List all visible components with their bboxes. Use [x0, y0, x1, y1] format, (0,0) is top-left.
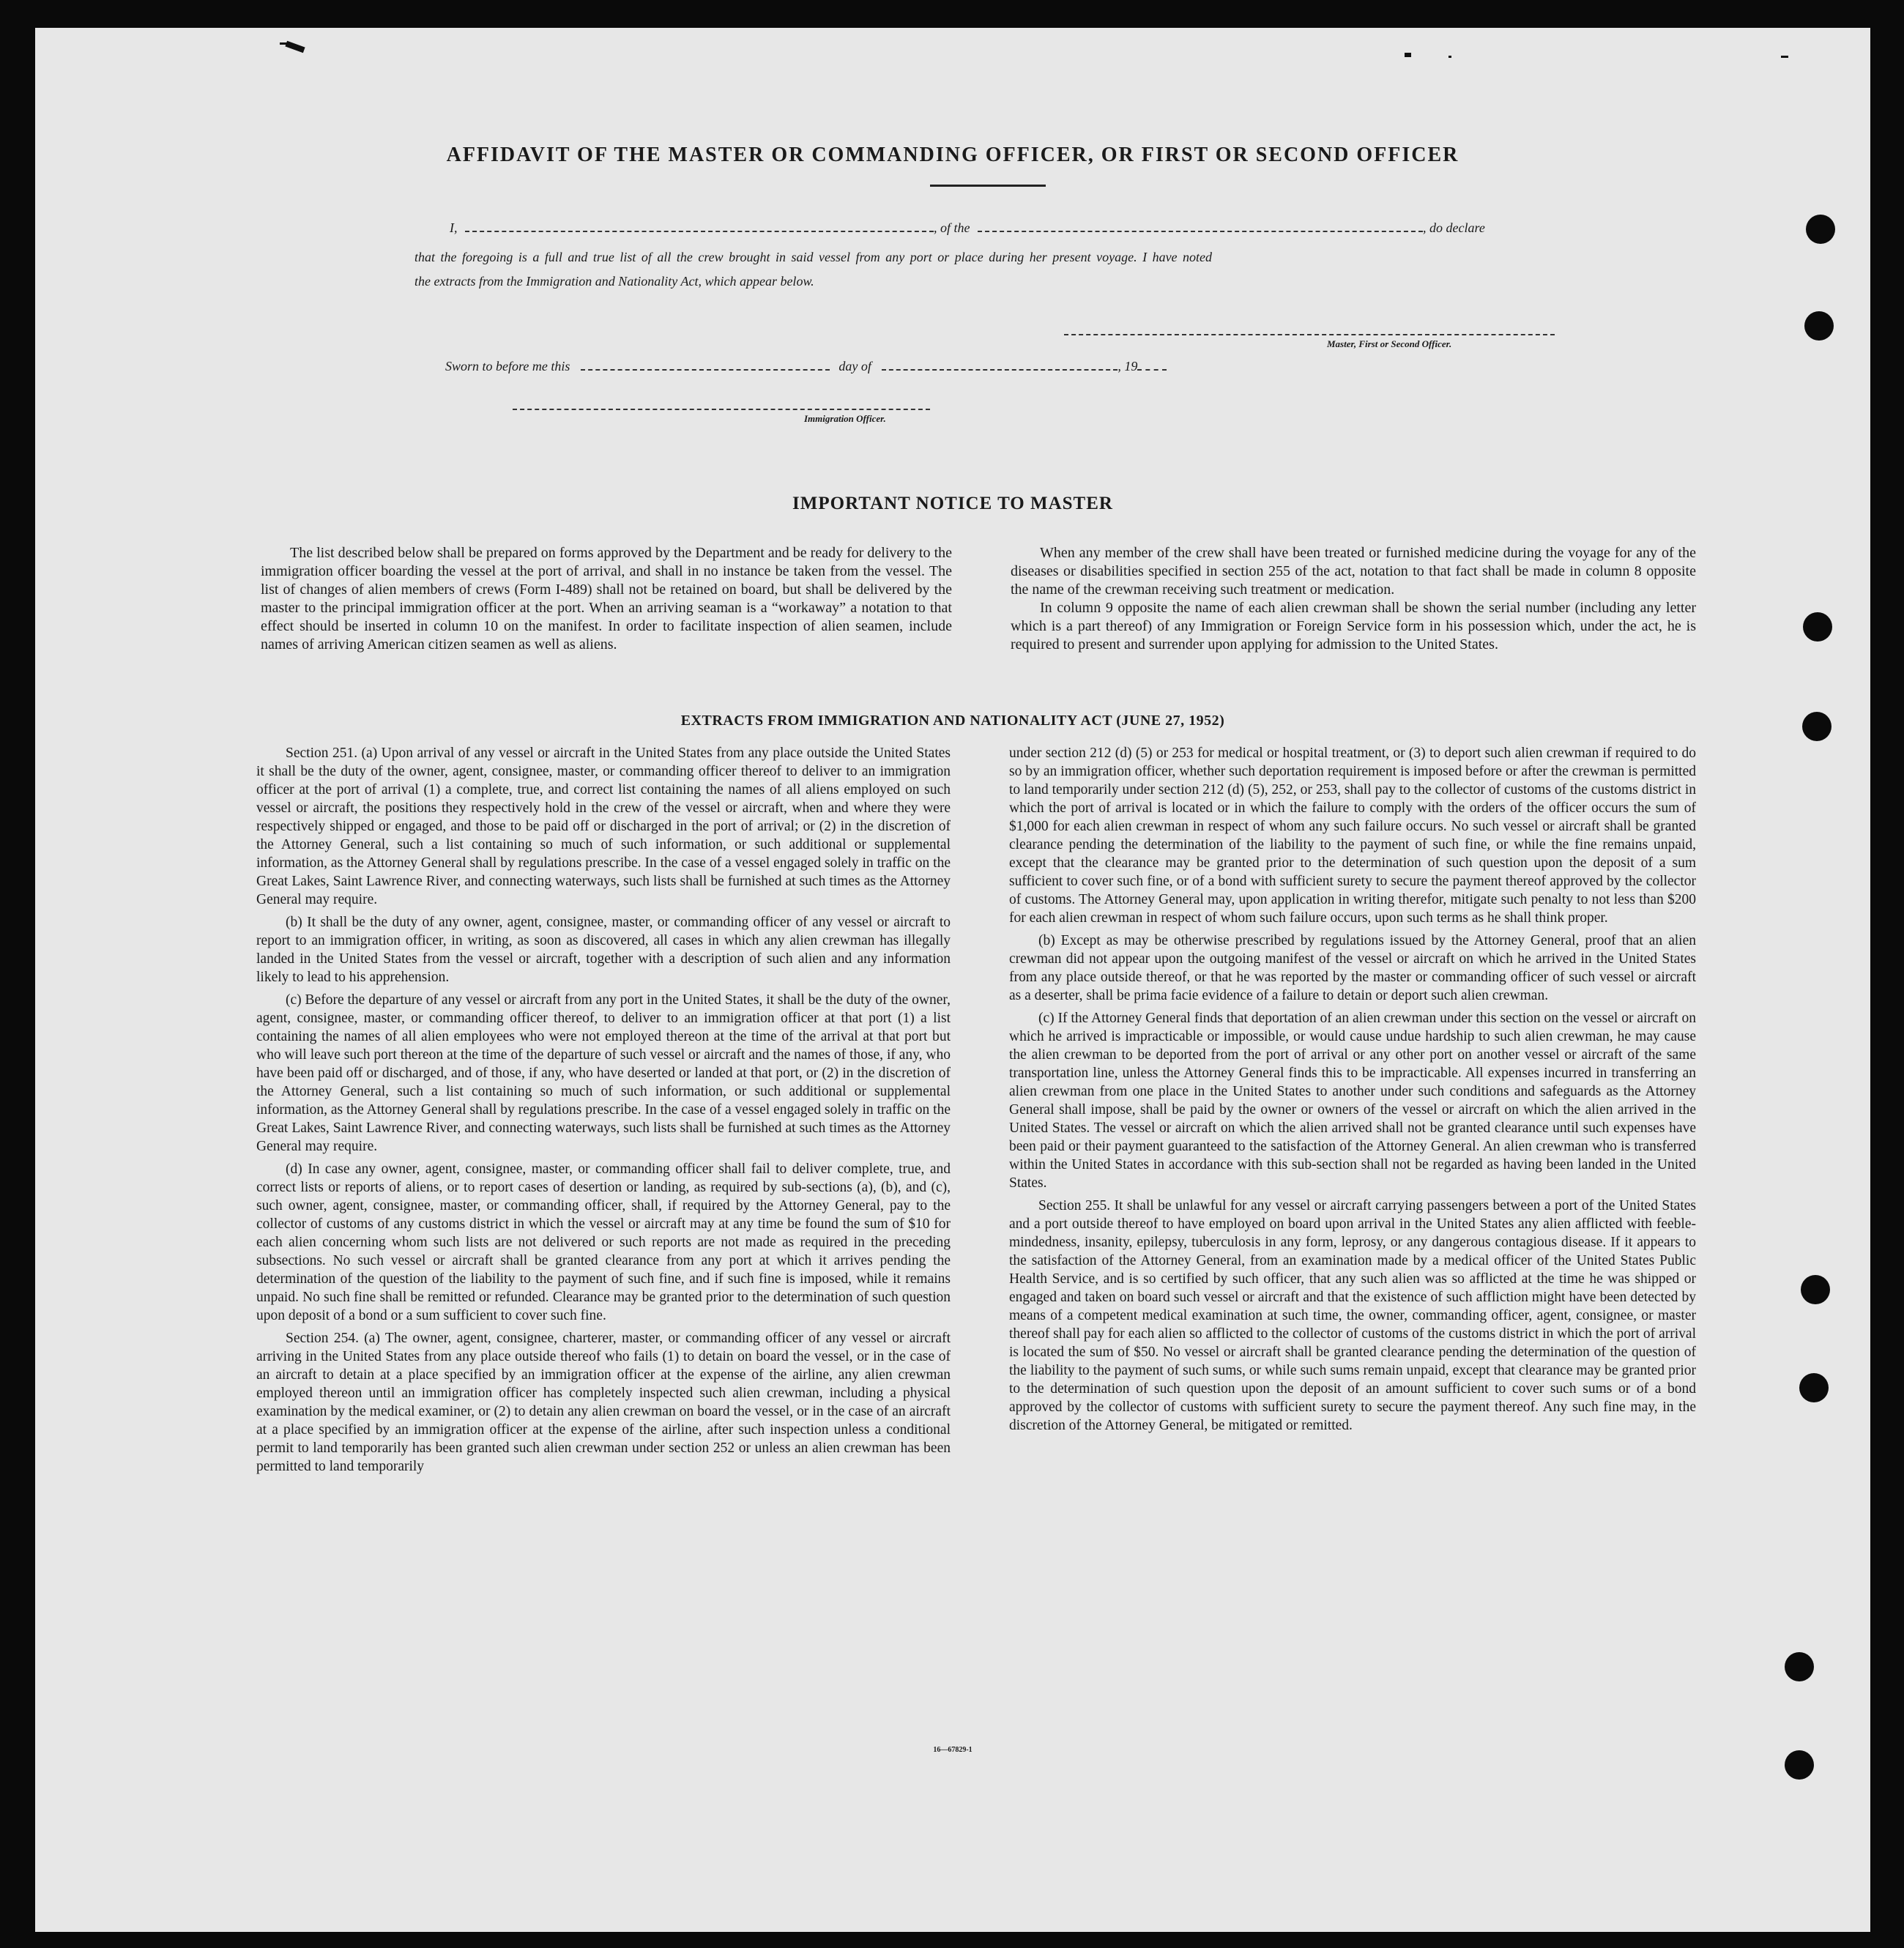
notice-title: IMPORTANT NOTICE TO MASTER	[792, 494, 1113, 513]
statute-paragraph: (d) In case any owner, agent, consignee, master, or commanding officer shall fail to deliver complete, true, and correct lists or reports of aliens, or to report cases of desertion or landing, as required by sub-sections (a), (b), and (c), such owner, agent, consignee, master, or commanding officer, shall, if required by the Attorney General, pay to the collector of customs of any customs district in which the vessel or aircraft may at any time be found the sum of $10 for each alien concerning whom such lists are not delivered or such reports are not made as required in the preceding subsections. No such vessel or aircraft shall be granted clearance from any port at which it arrives pending the determination of the question of the liability to the payment of such fine, and if such fine is imposed, while it remains unpaid. No such fine shall be remitted or refunded. Clearance may be granted prior to the determination of such question upon deposit of a bond or a sum sufficient to cover such fine.	[256, 1161, 951, 1323]
sworn-line	[445, 358, 1167, 374]
day-of-label: day of	[838, 359, 871, 373]
extracts-right-column	[1009, 744, 1696, 1439]
form-code: 16—67829-1	[933, 1746, 973, 1754]
binder-hole	[1806, 215, 1835, 244]
document-page	[35, 28, 1870, 1932]
notice-paragraph: In column 9 opposite the name of each alien crewman shall be shown the serial number (including any letter which is a part thereof) of any Immigration or Foreign Service form in his possession which, under the act, he is required to present and surrender upon applying for admission to the United States.	[1011, 600, 1696, 653]
declaration-line-2: that the foregoing is a full and true list of all the crew brought in said vessel from any port or place during her present voyage. I have noted	[414, 250, 1213, 264]
notice-left-column	[261, 544, 952, 654]
extracts-title: EXTRACTS FROM IMMIGRATION AND NATIONALITY ACT (JUNE 27, 1952)	[680, 713, 1225, 729]
binder-hole	[1785, 1750, 1814, 1780]
binder-hole	[1801, 1275, 1830, 1304]
i-label: I,	[450, 220, 458, 235]
of-the-label: , of the	[934, 220, 970, 235]
declaration-line-3: the extracts from the Immigration and Nationality Act, which appear below.	[414, 274, 814, 289]
statute-paragraph: (c) If the Attorney General finds that deportation of an alien crewman under this section on the vessel or aircraft on which he arrived is impracticable or impossible, or would cause undue hardship to such alien crewman, he may cause the alien crewman to be deported from the port of arrival or any other port on another vessel or aircraft of the same transportation line, unless the Attorney General finds this to be impracticable. All expenses incurred in transferring an alien crewman from one place in the United States to another under such conditions and safeguards as the Attorney General shall impose, shall be paid by the owner or owners of the vessel or aircraft on which the alien arrived in the United States. The vessel or aircraft on which the alien arrived shall not be granted clearance until such expenses have been paid or their payment guaranteed to the satisfaction of the Attorney General. An alien crewman who is transferred within the United States in accordance with this sub-section shall not be regarded as having been landed in the United States.	[1009, 1011, 1696, 1191]
master-signature-line[interactable]	[1064, 334, 1555, 335]
immigration-officer-signature-line[interactable]	[513, 409, 930, 410]
declaration-line-1	[450, 220, 1485, 236]
extracts-left-column	[256, 744, 951, 1480]
title-divider	[930, 185, 1046, 187]
binder-hole	[1799, 1373, 1829, 1402]
affidavit-title: AFFIDAVIT OF THE MASTER OR COMMANDING OFFICER, OR FIRST OR SECOND OFFICER	[446, 144, 1459, 166]
statute-paragraph: Section 254. (a) The owner, agent, consignee, charterer, master, or commanding officer of any vessel or aircraft arriving in the United States from any place outside thereof who fails (1) to detain on board the vessel, or in the case of an aircraft to detain at a place specified by an immigration officer at the expense of the airline, any alien crewman employed thereon until an immigration officer has completely inspected such alien crewman, including a physical examination by the medical examiner, or (2) to detain any alien crewman on board the vessel, or in the case of an aircraft at a place specified by an immigration officer at the expense of the airline, after such inspection unless a conditional permit to land temporarily has been granted such alien crewman under section 252 or unless an alien crewman has been permitted to land temporarily	[256, 1331, 951, 1474]
sworn-month-field[interactable]	[882, 362, 1118, 371]
sworn-day-field[interactable]	[581, 362, 830, 371]
vessel-name-field[interactable]	[978, 223, 1423, 232]
statute-paragraph: Section 251. (a) Upon arrival of any vessel or aircraft in the United States from any place outside the United States it shall be the duty of the owner, agent, consignee, master, or commanding officer thereof to deliver to an immigration officer at the port of arrival (1) a complete, true, and correct list containing the names of all aliens employed on such vessel or aircraft, the positions they respectively hold in the crew of the vessel or aircraft, when and where they were respectively shipped or engaged, and those to be paid off or discharged in the port of arrival; or (2) in the discretion of the Attorney General, such a list containing so much of such information, or such additional or supplemental information, as the Attorney General shall by regulations prescribe. In the case of a vessel engaged solely in traffic on the Great Lakes, Saint Lawrence River, and connecting waterways, such lists shall be furnished at such times as the Attorney General may require.	[256, 746, 951, 907]
binder-hole	[1803, 612, 1832, 642]
notice-right-column	[1011, 544, 1696, 654]
statute-paragraph: (b) Except as may be otherwise prescribed by regulations issued by the Attorney General, proof that an alien crewman did not appear upon the outgoing manifest of the vessel or aircraft on which he arrived in the United States from any place outside thereof, or that he was reported by the master or commanding officer of such vessel or aircraft as a deserter, shall be prima facie evidence of a failure to detain or deport such alien crewman.	[1009, 933, 1696, 1003]
statute-paragraph: Section 255. It shall be unlawful for any vessel or aircraft carrying passengers between a port of the United States and a port outside thereof to have employed on board upon arrival in the United States any alien afflicted with feeble-mindedness, insanity, epilepsy, tuberculosis in any form, leprosy, or any dangerous contagious disease. If it appears to the satisfaction of the Attorney General, from an examination made by a medical officer of the United States Public Health Service, and is so certified by such officer, that any such alien was so afflicted at the time he was shipped or engaged and taken on board such vessel or aircraft and that the existence of such affliction might have been detected by means of a competent medical examination at such time, the owner, commanding officer, agent, consignee, or master thereof shall pay for each alien so afflicted to the collector of customs of the customs district in which the port of arrival is located the sum of $50. No vessel or aircraft shall be granted clearance pending the determination of the question of the liability to the payment of such sums, or while such sums remain unpaid, except that clearance may be granted prior to the determination of such question upon the deposit of an amount sufficient to cover such sums or of a bond approved by the collector of customs with sufficient surety to secure the payment thereof. Any such fine may, in the discretion of the Attorney General, be mitigated or remitted.	[1009, 1198, 1696, 1433]
notice-paragraph: The list described below shall be prepared on forms approved by the Department and be ready for delivery to the immigration officer boarding the vessel at the port of arrival, and shall in no instance be taken from the vessel. The list of changes of alien members of crews (Form I-489) shall not be retained on board, but shall be delivered by the master to the principal immigration officer at the port. When an arriving seaman is a “workaway” a notation to that effect should be inserted in column 10 on the manifest. In order to facilitate inspection of alien seamen, include names of arriving American citizen seamen as well as aliens.	[261, 545, 952, 653]
binder-hole	[1804, 311, 1834, 341]
statute-paragraph: (c) Before the departure of any vessel or aircraft from any port in the United States, it shall be the duty of the owner, agent, consignee, master, or commanding officer thereof, to deliver to an immigration officer at that port (1) a list containing the names of all alien employees who were not employed thereon at the time of the arrival at that port but who will leave such port thereon at the time of the departure of such vessel or aircraft and the names of those, if any, who have been paid off or discharged, and of those, if any, who have deserted or landed at that port, or (2) in the discretion of the Attorney General, such a list containing so much of such information, or such additional or supplemental information, as the Attorney General shall by regulations prescribe. In the case of a vessel engaged solely in traffic on the Great Lakes, Saint Lawrence River, and connecting waterways, such lists shall be furnished at such times as the Attorney General may require.	[256, 992, 951, 1154]
immigration-officer-caption: Immigration Officer.	[804, 413, 886, 424]
statute-paragraph: under section 212 (d) (5) or 253 for medical or hospital treatment, or (3) to deport such alien crewman if required to do so by an immigration officer, whether such deportation requirement is imposed before or after the crewman is permitted to land temporarily under section 212 (d) (5), 252, or 253, shall pay to the collector of customs of the customs district in which the port of arrival is located or in which the failure to comply with the orders of the officer occurs the sum of $1,000 for each alien crewman in respect of whom any such failure occurs. No such vessel or aircraft shall be granted clearance pending the determination of the liability to the payment of such fine, or while the fine remains unpaid, except that the clearance may be granted prior to the determination of such question upon the deposit of a sum sufficient to cover such fine, or of a bond with sufficient surety to secure the payment thereof approved by the collector of customs. The Attorney General may, upon application in writing therefor, mitigate such penalty to not less than $200 for each alien crewman in respect of whom such failure occurs, upon such terms as he shall think proper.	[1009, 746, 1696, 926]
sworn-label: Sworn to before me this	[445, 359, 570, 373]
do-declare-label: , do declare	[1423, 220, 1485, 235]
statute-paragraph: (b) It shall be the duty of any owner, agent, consignee, master, or commanding officer of any vessel or aircraft to report to an immigration officer, in writing, as soon as discovered, all cases in which any alien crewman has illegally landed in the United States from the vessel or aircraft, together with a description of such alien and any information likely to lead to his apprehension.	[256, 915, 951, 985]
master-signature-caption: Master, First or Second Officer.	[1327, 338, 1452, 349]
year-label: , 19	[1118, 359, 1138, 373]
notice-paragraph: When any member of the crew shall have been treated or furnished medicine during the voyage for any of the diseases or disabilities specified in section 255 of the act, notation to that fact shall be made in column 8 opposite the name of the crewman receiving such treatment or medication.	[1011, 545, 1696, 598]
declarant-name-field[interactable]	[465, 223, 934, 232]
binder-hole	[1785, 1652, 1814, 1681]
sworn-year-field[interactable]	[1137, 362, 1167, 371]
